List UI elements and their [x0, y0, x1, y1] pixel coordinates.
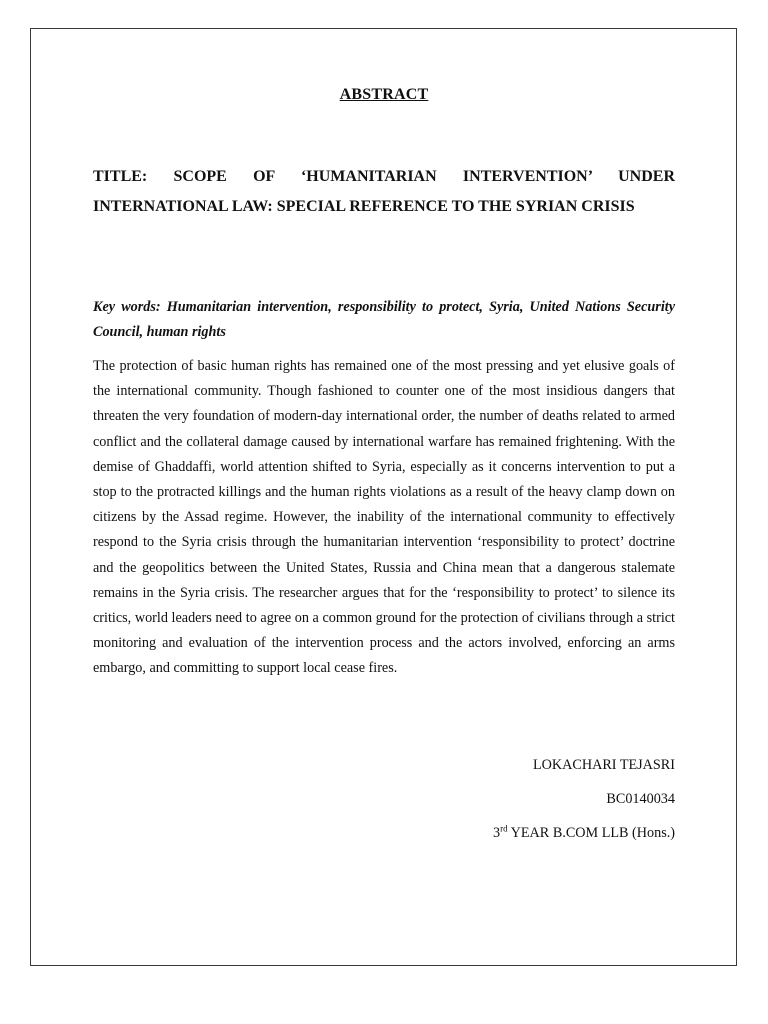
- abstract-heading: ABSTRACT: [339, 86, 429, 103]
- author-roll-number: BC0140034: [606, 791, 675, 807]
- author-year-suffix: rd: [500, 823, 508, 834]
- document-title: TITLE: SCOPE OF ‘HUMANITARIAN INTERVENTION’ UNDER INTERNATIONAL LAW: SPECIAL REFERENCE TO THE SYRIAN CRISIS: [93, 168, 675, 215]
- author-year-number: 3: [493, 825, 501, 841]
- author-course-text: YEAR B.COM LLB (Hons.): [507, 825, 675, 841]
- abstract-paragraph: The protection of basic human rights has remained one of the most pressing and yet elusive goals of the international community. Though fashioned to counter one of the most insidious dangers that threaten the very foundation of modern-day international order, the number of deaths related to armed conflict and the collateral damage caused by international warfare has remained frightening. With the demise of Ghaddaffi, world attention shifted to Syria, especially as it concerns intervention to put a stop to the protracted killings and the human rights violations as a result of the heavy clamp down on citizens by the Assad regime. However, the inability of the international community to effectively respond to the Syria crisis through the humanitarian intervention ‘responsibility to protect’ doctrine and the geopolitics between the United States, Russia and China mean that a dangerous stalemate remains in the Syria crisis. The researcher argues that for the ‘responsibility to protect’ to silence its critics, world leaders need to agree on a common ground for the protection of civilians through a strict monitoring and evaluation of the intervention process and the actors involved, enforcing an arms embargo, and committing to support local cease fires.: [93, 358, 675, 677]
- author-name: LOKACHARI TEJASRI: [532, 757, 675, 773]
- author-course: [93, 823, 675, 857]
- author-block: [93, 755, 675, 857]
- keywords-paragraph: Key words: Humanitarian intervention, responsibility to protect, Syria, United Nations Security Council, human rights: [93, 299, 675, 340]
